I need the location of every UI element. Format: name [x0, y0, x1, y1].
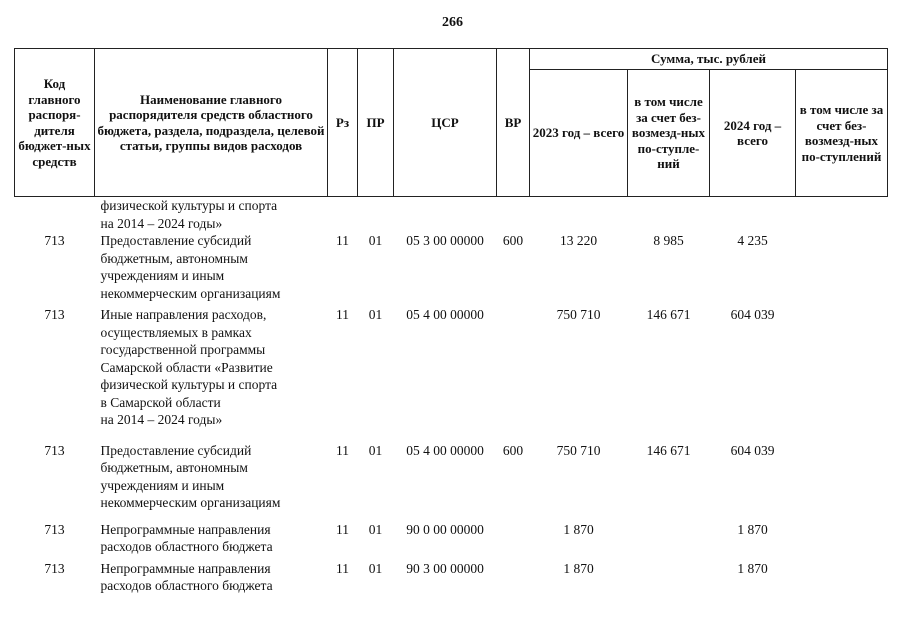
row-2024-free	[796, 302, 888, 429]
row-2024-free	[796, 232, 888, 302]
row-code	[15, 197, 95, 233]
row-2023-free: 146 671	[646, 442, 691, 458]
row-2024-free	[796, 512, 888, 556]
row-2024-total: 1 870	[737, 560, 768, 576]
row-csr: 05 4 00 00000	[406, 442, 484, 458]
row-vr: 600	[502, 233, 524, 248]
row-name: Иные направления расходов, осуществляемых в рамках государственной программы Самарской области «Развитие физической культуры и спорта в Самарской области на 2014 – 2024 годы»	[100, 307, 278, 427]
row-2024-total: 4 235	[737, 233, 768, 248]
row-code: 713	[44, 521, 65, 537]
row-vr	[497, 197, 530, 233]
budget-table	[14, 48, 888, 595]
row-name: физической культуры и спорта на 2014 – 2024 годы»	[100, 198, 278, 231]
row-rz: 11	[336, 521, 349, 537]
row-2024-free	[796, 429, 888, 512]
header-sum-group: Сумма, тыс. рублей	[530, 49, 888, 70]
row-pr: 01	[368, 442, 383, 458]
row-2024-free	[796, 197, 888, 233]
header-vr: ВР	[497, 49, 530, 197]
row-name: Предоставление субсидий бюджетным, автономным учреждениям и иным некоммерческим организациям	[100, 442, 281, 510]
row-rz: 11	[336, 442, 349, 458]
row-pr	[358, 197, 394, 233]
row-2023-total: 1 870	[563, 560, 594, 576]
row-pr: 01	[368, 233, 383, 248]
header-pr: ПР	[358, 49, 394, 197]
row-vr	[497, 302, 530, 429]
page-number: 266	[442, 15, 463, 30]
row-code: 713	[44, 442, 65, 458]
row-csr: 05 3 00 00000	[406, 233, 484, 248]
header-csr: ЦСР	[394, 49, 497, 197]
row-name: Непрограммные направления расходов областного бюджета	[100, 560, 273, 593]
row-2024-total: 604 039	[730, 307, 775, 322]
row-name: Предоставление субсидий бюджетным, автономным учреждениям и иным некоммерческим организациям	[100, 233, 281, 301]
row-2023-total: 750 710	[556, 442, 601, 458]
row-2023-free	[628, 512, 710, 556]
row-csr: 90 0 00 00000	[406, 521, 484, 537]
table-row	[15, 512, 888, 556]
row-vr	[497, 512, 530, 556]
row-name: Непрограммные направления расходов областного бюджета	[100, 521, 273, 554]
row-pr: 01	[368, 560, 383, 576]
header-2023-total: 2023 год – всего	[530, 70, 628, 197]
row-2023-free	[628, 197, 710, 233]
row-2023-total	[530, 197, 628, 233]
row-rz: 11	[336, 560, 349, 576]
header-2023-free: в том числе за счет без-возмезд-ных по-ступле-ний	[628, 70, 710, 197]
row-2023-free: 146 671	[646, 307, 691, 322]
row-2024-total: 1 870	[737, 521, 768, 537]
row-2023-total: 13 220	[559, 233, 598, 248]
row-code: 713	[44, 560, 65, 576]
row-rz: 11	[336, 307, 349, 322]
table-row	[15, 556, 888, 595]
table-row	[15, 429, 888, 512]
row-2023-total: 750 710	[556, 307, 601, 322]
row-vr: 600	[502, 442, 524, 458]
row-pr: 01	[368, 307, 383, 322]
table-row	[15, 197, 888, 233]
row-pr: 01	[368, 521, 383, 537]
row-csr: 05 4 00 00000	[406, 307, 484, 322]
header-name: Наименование главного распорядителя средств областного бюджета, раздела, подраздела, целевой статьи, группы видов расходов	[95, 49, 328, 197]
row-2024-total: 604 039	[730, 442, 775, 458]
row-code: 713	[44, 233, 65, 248]
row-2023-free: 8 985	[653, 233, 684, 248]
row-2023-total: 1 870	[563, 521, 594, 537]
header-code: Код главного распоря-дителя бюджет-ных средств	[15, 49, 95, 197]
header-2024-total: 2024 год – всего	[710, 70, 796, 197]
row-2024-total	[710, 197, 796, 233]
table-row	[15, 302, 888, 429]
header-rz: Рз	[328, 49, 358, 197]
row-2024-free	[796, 556, 888, 595]
row-code: 713	[44, 307, 65, 322]
row-2023-free	[628, 556, 710, 595]
row-vr	[497, 556, 530, 595]
row-rz: 11	[336, 233, 349, 248]
table-row	[15, 232, 888, 302]
row-rz	[328, 197, 358, 233]
header-2024-free: в том числе за счет без-возмезд-ных по-ступлений	[796, 70, 888, 197]
row-csr	[394, 197, 497, 233]
row-csr: 90 3 00 00000	[406, 560, 484, 576]
